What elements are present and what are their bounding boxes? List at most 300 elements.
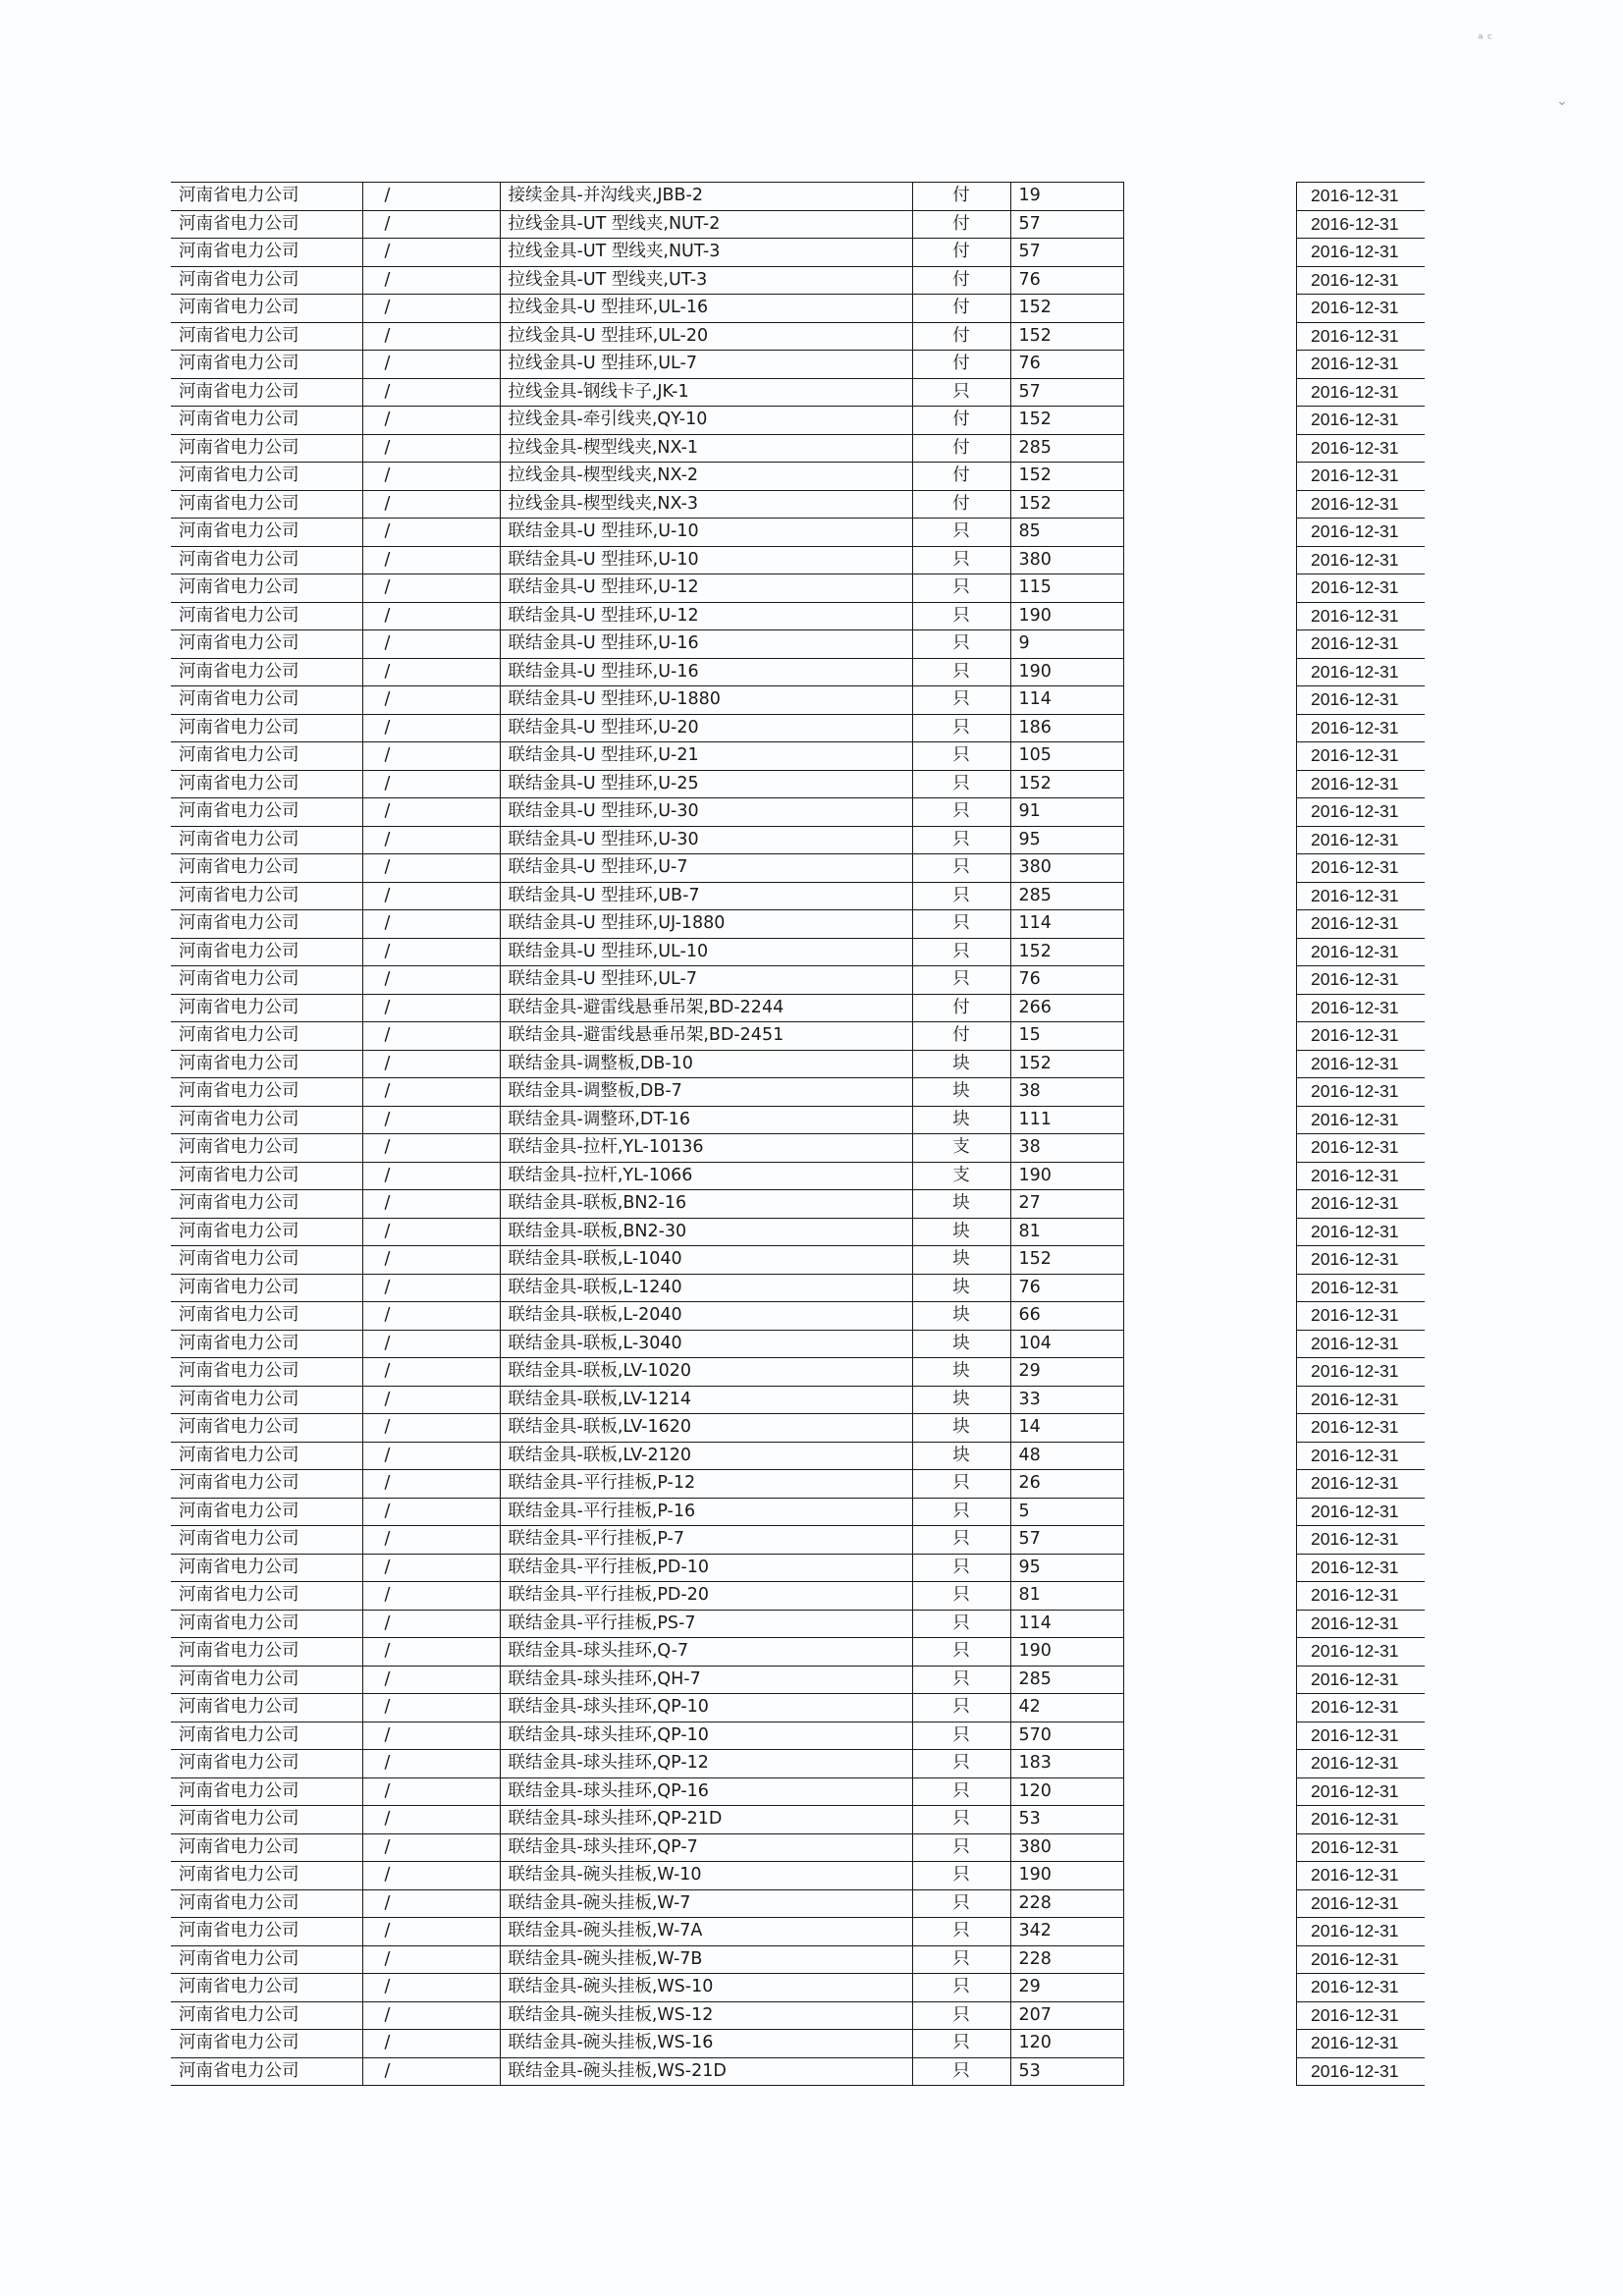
material-cell: 联结金具-U 型挂环,UB-7 xyxy=(500,882,912,910)
material-cell: 联结金具-拉杆,YL-10136 xyxy=(500,1134,912,1163)
unit-cell: 付 xyxy=(912,463,1010,491)
quantity-cell: 190 xyxy=(1010,1638,1123,1667)
date-row xyxy=(1297,1777,1425,1806)
quantity-cell: 266 xyxy=(1010,994,1123,1022)
unit-cell: 块 xyxy=(912,1106,1010,1134)
company-cell: 河南省电力公司 xyxy=(171,1050,362,1078)
quantity-cell: 207 xyxy=(1010,2001,1123,2030)
quantity-cell: 152 xyxy=(1010,407,1123,435)
material-cell: 联结金具-U 型挂环,U-20 xyxy=(500,714,912,742)
material-cell: 拉线金具-UT 型线夹,NUT-2 xyxy=(500,210,912,239)
quantity-cell: 9 xyxy=(1010,630,1123,659)
unit-cell: 只 xyxy=(912,938,1010,966)
quantity-cell: 115 xyxy=(1010,574,1123,603)
date-cell: 2016-12-31 xyxy=(1297,1862,1425,1890)
unit-cell: 块 xyxy=(912,1078,1010,1107)
company-cell: 河南省电力公司 xyxy=(171,1190,362,1219)
unit-cell: 只 xyxy=(912,2057,1010,2086)
quantity-cell: 15 xyxy=(1010,1022,1123,1051)
mark-cell: / xyxy=(362,630,500,659)
date-row xyxy=(1297,1694,1425,1722)
company-cell: 河南省电力公司 xyxy=(171,1246,362,1275)
material-cell: 联结金具-碗头挂板,W-7 xyxy=(500,1889,912,1918)
unit-cell: 块 xyxy=(912,1274,1010,1302)
date-cell: 2016-12-31 xyxy=(1297,1022,1425,1051)
mark-cell: / xyxy=(362,1050,500,1078)
unit-cell: 付 xyxy=(912,994,1010,1022)
date-cell: 2016-12-31 xyxy=(1297,239,1425,267)
date-cell: 2016-12-31 xyxy=(1297,1414,1425,1443)
date-row xyxy=(1297,490,1425,519)
date-row xyxy=(1297,1582,1425,1611)
table-row xyxy=(171,1918,1123,1946)
company-cell: 河南省电力公司 xyxy=(171,1750,362,1778)
date-row xyxy=(1297,574,1425,603)
mark-cell: / xyxy=(362,826,500,854)
company-cell: 河南省电力公司 xyxy=(171,966,362,995)
date-row xyxy=(1297,826,1425,854)
mark-cell: / xyxy=(362,351,500,379)
table-row xyxy=(171,1750,1123,1778)
quantity-cell: 19 xyxy=(1010,183,1123,211)
mark-cell: / xyxy=(362,1638,500,1667)
date-row xyxy=(1297,966,1425,995)
date-row xyxy=(1297,1022,1425,1051)
material-cell: 联结金具-U 型挂环,U-12 xyxy=(500,574,912,603)
quantity-cell: 120 xyxy=(1010,2030,1123,2058)
unit-cell: 支 xyxy=(912,1162,1010,1190)
mark-cell: / xyxy=(362,463,500,491)
date-row xyxy=(1297,1106,1425,1134)
material-cell: 联结金具-联板,BN2-16 xyxy=(500,1190,912,1219)
mark-cell: / xyxy=(362,2030,500,2058)
mark-cell: / xyxy=(362,1694,500,1722)
unit-cell: 块 xyxy=(912,1386,1010,1414)
date-cell: 2016-12-31 xyxy=(1297,1162,1425,1190)
mark-cell: / xyxy=(362,938,500,966)
date-cell: 2016-12-31 xyxy=(1297,1218,1425,1246)
company-cell: 河南省电力公司 xyxy=(171,826,362,854)
company-cell: 河南省电力公司 xyxy=(171,1134,362,1163)
mark-cell: / xyxy=(362,1106,500,1134)
material-cell: 联结金具-避雷线悬垂吊架,BD-2244 xyxy=(500,994,912,1022)
company-cell: 河南省电力公司 xyxy=(171,882,362,910)
table-row xyxy=(171,910,1123,939)
company-cell: 河南省电力公司 xyxy=(171,854,362,883)
material-cell: 联结金具-联板,LV-1620 xyxy=(500,1414,912,1443)
date-row xyxy=(1297,1974,1425,2002)
unit-cell: 块 xyxy=(912,1246,1010,1275)
quantity-cell: 105 xyxy=(1010,742,1123,771)
quantity-cell: 186 xyxy=(1010,714,1123,742)
date-row xyxy=(1297,266,1425,295)
quantity-cell: 152 xyxy=(1010,322,1123,351)
unit-cell: 只 xyxy=(912,1806,1010,1834)
material-cell: 联结金具-联板,LV-2120 xyxy=(500,1442,912,1470)
quantity-cell: 114 xyxy=(1010,910,1123,939)
table-row xyxy=(171,239,1123,267)
company-cell: 河南省电力公司 xyxy=(171,1498,362,1526)
table-row xyxy=(171,1498,1123,1526)
date-cell: 2016-12-31 xyxy=(1297,1442,1425,1470)
company-cell: 河南省电力公司 xyxy=(171,1974,362,2002)
date-row xyxy=(1297,1274,1425,1302)
date-row xyxy=(1297,1470,1425,1499)
table-row xyxy=(171,519,1123,547)
company-cell: 河南省电力公司 xyxy=(171,1638,362,1667)
quantity-cell: 285 xyxy=(1010,434,1123,463)
material-cell: 联结金具-碗头挂板,WS-10 xyxy=(500,1974,912,2002)
materials-table xyxy=(171,182,1124,2086)
table-row xyxy=(171,994,1123,1022)
date-row xyxy=(1297,1889,1425,1918)
company-cell: 河南省电力公司 xyxy=(171,1610,362,1638)
date-row xyxy=(1297,1750,1425,1778)
date-cell: 2016-12-31 xyxy=(1297,658,1425,686)
unit-cell: 块 xyxy=(912,1414,1010,1443)
unit-cell: 块 xyxy=(912,1050,1010,1078)
unit-cell: 只 xyxy=(912,658,1010,686)
unit-cell: 付 xyxy=(912,490,1010,519)
date-row xyxy=(1297,1218,1425,1246)
table-row xyxy=(171,210,1123,239)
date-row xyxy=(1297,1498,1425,1526)
quantity-cell: 91 xyxy=(1010,798,1123,827)
company-cell: 河南省电力公司 xyxy=(171,1162,362,1190)
date-cell: 2016-12-31 xyxy=(1297,1777,1425,1806)
date-cell: 2016-12-31 xyxy=(1297,546,1425,574)
mark-cell: / xyxy=(362,1162,500,1190)
unit-cell: 只 xyxy=(912,966,1010,995)
unit-cell: 付 xyxy=(912,210,1010,239)
date-cell: 2016-12-31 xyxy=(1297,1330,1425,1358)
mark-cell: / xyxy=(362,1610,500,1638)
date-row xyxy=(1297,1862,1425,1890)
quantity-cell: 53 xyxy=(1010,1806,1123,1834)
date-cell: 2016-12-31 xyxy=(1297,1526,1425,1555)
date-row xyxy=(1297,546,1425,574)
table-row xyxy=(171,1106,1123,1134)
mark-cell: / xyxy=(362,1134,500,1163)
unit-cell: 只 xyxy=(912,630,1010,659)
company-cell: 河南省电力公司 xyxy=(171,519,362,547)
date-cell: 2016-12-31 xyxy=(1297,1498,1425,1526)
date-row xyxy=(1297,1722,1425,1750)
material-cell: 联结金具-平行挂板,P-16 xyxy=(500,1498,912,1526)
quantity-cell: 48 xyxy=(1010,1442,1123,1470)
quantity-cell: 228 xyxy=(1010,1945,1123,1974)
date-cell: 2016-12-31 xyxy=(1297,714,1425,742)
table-row xyxy=(171,1246,1123,1275)
quantity-cell: 57 xyxy=(1010,1526,1123,1555)
table-row xyxy=(171,1358,1123,1387)
company-cell: 河南省电力公司 xyxy=(171,630,362,659)
company-cell: 河南省电力公司 xyxy=(171,1833,362,1862)
quantity-cell: 76 xyxy=(1010,966,1123,995)
quantity-cell: 57 xyxy=(1010,378,1123,407)
table-row xyxy=(171,2030,1123,2058)
unit-cell: 只 xyxy=(912,519,1010,547)
quantity-cell: 95 xyxy=(1010,1554,1123,1582)
date-row xyxy=(1297,1302,1425,1331)
date-cell: 2016-12-31 xyxy=(1297,1386,1425,1414)
unit-cell: 只 xyxy=(912,574,1010,603)
date-row xyxy=(1297,798,1425,827)
unit-cell: 只 xyxy=(912,1498,1010,1526)
material-cell: 联结金具-碗头挂板,WS-12 xyxy=(500,2001,912,2030)
table-row xyxy=(171,1526,1123,1555)
date-row xyxy=(1297,2030,1425,2058)
material-cell: 联结金具-球头挂环,QP-16 xyxy=(500,1777,912,1806)
scan-speck: ⌄ xyxy=(1556,93,1568,109)
mark-cell: / xyxy=(362,183,500,211)
table-row xyxy=(171,434,1123,463)
table-row xyxy=(171,602,1123,630)
quantity-cell: 29 xyxy=(1010,1974,1123,2002)
material-cell: 联结金具-联板,LV-1214 xyxy=(500,1386,912,1414)
mark-cell: / xyxy=(362,1945,500,1974)
date-cell: 2016-12-31 xyxy=(1297,1246,1425,1275)
mark-cell: / xyxy=(362,1974,500,2002)
company-cell: 河南省电力公司 xyxy=(171,1330,362,1358)
table-row xyxy=(171,490,1123,519)
date-row xyxy=(1297,854,1425,883)
table-row xyxy=(171,1442,1123,1470)
table-row xyxy=(171,1386,1123,1414)
material-cell: 联结金具-U 型挂环,UJ-1880 xyxy=(500,910,912,939)
company-cell: 河南省电力公司 xyxy=(171,714,362,742)
date-row xyxy=(1297,1442,1425,1470)
company-cell: 河南省电力公司 xyxy=(171,1386,362,1414)
date-row xyxy=(1297,434,1425,463)
date-cell: 2016-12-31 xyxy=(1297,1806,1425,1834)
date-cell: 2016-12-31 xyxy=(1297,910,1425,939)
company-cell: 河南省电力公司 xyxy=(171,2001,362,2030)
material-cell: 拉线金具-UT 型线夹,UT-3 xyxy=(500,266,912,295)
date-row xyxy=(1297,378,1425,407)
date-cell: 2016-12-31 xyxy=(1297,266,1425,295)
date-row xyxy=(1297,1918,1425,1946)
mark-cell: / xyxy=(362,1722,500,1750)
table-row xyxy=(171,1889,1123,1918)
unit-cell: 付 xyxy=(912,407,1010,435)
date-cell: 2016-12-31 xyxy=(1297,2057,1425,2086)
unit-cell: 块 xyxy=(912,1330,1010,1358)
mark-cell: / xyxy=(362,882,500,910)
quantity-cell: 285 xyxy=(1010,1666,1123,1694)
material-cell: 联结金具-U 型挂环,U-7 xyxy=(500,854,912,883)
table-row xyxy=(171,1694,1123,1722)
table-row xyxy=(171,351,1123,379)
material-cell: 联结金具-联板,L-3040 xyxy=(500,1330,912,1358)
mark-cell: / xyxy=(362,602,500,630)
mark-cell: / xyxy=(362,1582,500,1611)
company-cell: 河南省电力公司 xyxy=(171,686,362,715)
quantity-cell: 380 xyxy=(1010,854,1123,883)
quantity-cell: 380 xyxy=(1010,546,1123,574)
material-cell: 联结金具-球头挂环,QP-7 xyxy=(500,1833,912,1862)
date-row xyxy=(1297,1666,1425,1694)
mark-cell: / xyxy=(362,994,500,1022)
quantity-cell: 342 xyxy=(1010,1918,1123,1946)
table-row xyxy=(171,546,1123,574)
quantity-cell: 66 xyxy=(1010,1302,1123,1331)
material-cell: 联结金具-碗头挂板,W-7B xyxy=(500,1945,912,1974)
quantity-cell: 380 xyxy=(1010,1833,1123,1862)
unit-cell: 只 xyxy=(912,1470,1010,1499)
unit-cell: 只 xyxy=(912,882,1010,910)
material-cell: 联结金具-平行挂板,P-12 xyxy=(500,1470,912,1499)
unit-cell: 块 xyxy=(912,1190,1010,1219)
material-cell: 联结金具-U 型挂环,U-16 xyxy=(500,630,912,659)
mark-cell: / xyxy=(362,210,500,239)
quantity-cell: 285 xyxy=(1010,882,1123,910)
mark-cell: / xyxy=(362,2001,500,2030)
date-row xyxy=(1297,1806,1425,1834)
company-cell: 河南省电力公司 xyxy=(171,1358,362,1387)
material-cell: 拉线金具-钢线卡子,JK-1 xyxy=(500,378,912,407)
date-row xyxy=(1297,1162,1425,1190)
mark-cell: / xyxy=(362,910,500,939)
mark-cell: / xyxy=(362,1022,500,1051)
material-cell: 拉线金具-U 型挂环,UL-16 xyxy=(500,295,912,323)
table-row xyxy=(171,1218,1123,1246)
material-cell: 拉线金具-楔型线夹,NX-3 xyxy=(500,490,912,519)
table-row xyxy=(171,938,1123,966)
company-cell: 河南省电力公司 xyxy=(171,798,362,827)
unit-cell: 付 xyxy=(912,266,1010,295)
table-row xyxy=(171,295,1123,323)
quantity-cell: 85 xyxy=(1010,519,1123,547)
unit-cell: 块 xyxy=(912,1358,1010,1387)
date-row xyxy=(1297,882,1425,910)
mark-cell: / xyxy=(362,1302,500,1331)
date-cell: 2016-12-31 xyxy=(1297,1638,1425,1667)
table-row xyxy=(171,1974,1123,2002)
material-cell: 联结金具-联板,L-1240 xyxy=(500,1274,912,1302)
unit-cell: 只 xyxy=(912,546,1010,574)
mark-cell: / xyxy=(362,239,500,267)
date-row xyxy=(1297,1414,1425,1443)
quantity-cell: 53 xyxy=(1010,2057,1123,2086)
quantity-cell: 26 xyxy=(1010,1470,1123,1499)
company-cell: 河南省电力公司 xyxy=(171,910,362,939)
unit-cell: 付 xyxy=(912,239,1010,267)
mark-cell: / xyxy=(362,2057,500,2086)
quantity-cell: 5 xyxy=(1010,1498,1123,1526)
quantity-cell: 76 xyxy=(1010,351,1123,379)
mark-cell: / xyxy=(362,686,500,715)
quantity-cell: 95 xyxy=(1010,826,1123,854)
unit-cell: 只 xyxy=(912,1554,1010,1582)
company-cell: 河南省电力公司 xyxy=(171,1722,362,1750)
mark-cell: / xyxy=(362,1750,500,1778)
unit-cell: 只 xyxy=(912,826,1010,854)
material-cell: 拉线金具-楔型线夹,NX-1 xyxy=(500,434,912,463)
mark-cell: / xyxy=(362,1526,500,1555)
table-row xyxy=(171,1470,1123,1499)
date-row xyxy=(1297,519,1425,547)
table-row xyxy=(171,463,1123,491)
date-cell: 2016-12-31 xyxy=(1297,1666,1425,1694)
mark-cell: / xyxy=(362,378,500,407)
company-cell: 河南省电力公司 xyxy=(171,1022,362,1051)
quantity-cell: 42 xyxy=(1010,1694,1123,1722)
material-cell: 拉线金具-UT 型线夹,NUT-3 xyxy=(500,239,912,267)
company-cell: 河南省电力公司 xyxy=(171,1694,362,1722)
company-cell: 河南省电力公司 xyxy=(171,1777,362,1806)
quantity-cell: 152 xyxy=(1010,938,1123,966)
quantity-cell: 190 xyxy=(1010,1162,1123,1190)
date-cell: 2016-12-31 xyxy=(1297,1190,1425,1219)
table-row xyxy=(171,1078,1123,1107)
date-cell: 2016-12-31 xyxy=(1297,1722,1425,1750)
date-row xyxy=(1297,1610,1425,1638)
company-cell: 河南省电力公司 xyxy=(171,1414,362,1443)
material-cell: 联结金具-平行挂板,P-7 xyxy=(500,1526,912,1555)
date-cell: 2016-12-31 xyxy=(1297,519,1425,547)
company-cell: 河南省电力公司 xyxy=(171,434,362,463)
table-row xyxy=(171,1274,1123,1302)
quantity-cell: 114 xyxy=(1010,686,1123,715)
unit-cell: 只 xyxy=(912,854,1010,883)
date-row xyxy=(1297,714,1425,742)
material-cell: 联结金具-联板,LV-1020 xyxy=(500,1358,912,1387)
unit-cell: 只 xyxy=(912,1889,1010,1918)
mark-cell: / xyxy=(362,714,500,742)
table-row xyxy=(171,183,1123,211)
date-row xyxy=(1297,686,1425,715)
table-row xyxy=(171,378,1123,407)
company-cell: 河南省电力公司 xyxy=(171,295,362,323)
date-row xyxy=(1297,407,1425,435)
company-cell: 河南省电力公司 xyxy=(171,210,362,239)
date-row xyxy=(1297,994,1425,1022)
quantity-cell: 570 xyxy=(1010,1722,1123,1750)
table-row xyxy=(171,1945,1123,1974)
table-row xyxy=(171,322,1123,351)
mark-cell: / xyxy=(362,1358,500,1387)
date-cell: 2016-12-31 xyxy=(1297,630,1425,659)
mark-cell: / xyxy=(362,1833,500,1862)
table-row xyxy=(171,1022,1123,1051)
table-row xyxy=(171,658,1123,686)
date-cell: 2016-12-31 xyxy=(1297,1694,1425,1722)
quantity-cell: 14 xyxy=(1010,1414,1123,1443)
material-cell: 联结金具-联板,BN2-30 xyxy=(500,1218,912,1246)
mark-cell: / xyxy=(362,1386,500,1414)
company-cell: 河南省电力公司 xyxy=(171,2057,362,2086)
mark-cell: / xyxy=(362,407,500,435)
date-cell: 2016-12-31 xyxy=(1297,602,1425,630)
material-cell: 联结金具-碗头挂板,WS-21D xyxy=(500,2057,912,2086)
company-cell: 河南省电力公司 xyxy=(171,938,362,966)
date-cell: 2016-12-31 xyxy=(1297,1134,1425,1163)
company-cell: 河南省电力公司 xyxy=(171,1302,362,1331)
company-cell: 河南省电力公司 xyxy=(171,658,362,686)
mark-cell: / xyxy=(362,1414,500,1443)
material-cell: 接续金具-并沟线夹,JBB-2 xyxy=(500,183,912,211)
date-cell: 2016-12-31 xyxy=(1297,1974,1425,2002)
table-row xyxy=(171,266,1123,295)
material-cell: 联结金具-碗头挂板,WS-16 xyxy=(500,2030,912,2058)
date-row xyxy=(1297,1833,1425,1862)
unit-cell: 只 xyxy=(912,910,1010,939)
date-row xyxy=(1297,658,1425,686)
material-cell: 联结金具-球头挂环,Q-7 xyxy=(500,1638,912,1667)
quantity-cell: 152 xyxy=(1010,463,1123,491)
date-cell: 2016-12-31 xyxy=(1297,1106,1425,1134)
